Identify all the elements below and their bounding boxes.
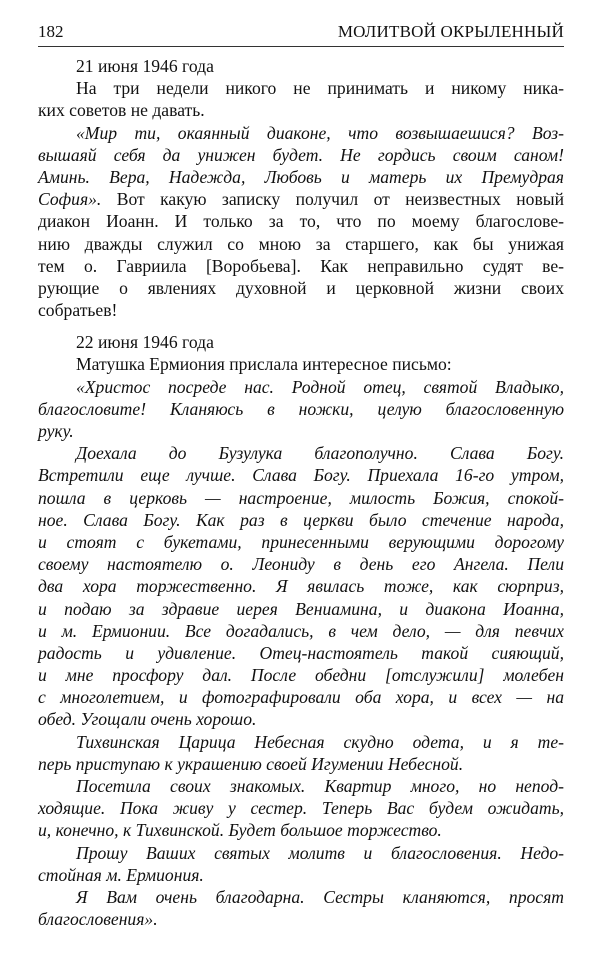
- quote-line: Прошу Ваших святых молитв и благословения. Недо-: [76, 842, 564, 863]
- quote-line: Посетила своих знакомых. Квартир много, но непод-: [76, 776, 564, 796]
- quote-end: София».: [38, 189, 102, 210]
- quote-line: «Мир ти, окаянный диаконе, что возвышаешися? Воз-: [76, 122, 564, 143]
- text-line: Матушка Ермиония прислала интересное письмо:: [76, 354, 452, 375]
- text-line: нию дважды служил со мною за старшего, как бы унижая: [38, 233, 564, 254]
- quote-line: два хора торжественно. Я явилась тоже, как сюрприз,: [38, 576, 564, 597]
- quote-line: и подаю за здравие иерея Вениамина, и диакона Иоанна,: [38, 598, 564, 619]
- entry-date: 21 июня 1946 года: [76, 56, 214, 76]
- quote-line: Аминь. Вера, Надежда, Любовь и матерь их Премудрая: [38, 166, 564, 187]
- text-line: собратьев!: [38, 300, 118, 321]
- quote-line: и м. Ермионии. Все догадались, в чем дело, — для певчих: [38, 620, 564, 641]
- page-body: [38, 55, 564, 930]
- quote-line: обед. Угощали очень хорошо.: [38, 709, 257, 730]
- text-line: рующие о явлениях духовной и церковной жизни своих: [38, 277, 564, 298]
- running-title: МОЛИТВОЙ ОКРЫЛЕННЫЙ: [337, 22, 564, 41]
- quote-line: ходящие. Пока живу у сестер. Теперь Вас будем ожидать,: [38, 798, 564, 819]
- quote-line: своему настоятелю о. Леониду в день его Ангела. Пели: [38, 554, 564, 575]
- page-number: 182: [38, 22, 64, 41]
- text-line: На три недели никого не принимать и никому ника-: [76, 78, 564, 99]
- quote-line: и, конечно, к Тихвинской. Будет большое торжество.: [38, 820, 442, 841]
- quote-line: Тихвинская Царица Небесная скудно одета, и я те-: [76, 731, 564, 752]
- quote-line: вышаяй себя да унижен будет. Не гордись своим саном!: [38, 144, 564, 165]
- quote-line: благословите! Кланяюсь в ножки, целую благословенную: [38, 398, 564, 419]
- quote-line: и стоят с букетами, принесенными верующими дорогому: [38, 531, 564, 552]
- quote-line: ное. Слава Богу. Как раз в церкви было стечение народа,: [38, 509, 564, 530]
- quote-line: стойная м. Ермиония.: [38, 864, 204, 885]
- quote-line: руку.: [38, 421, 74, 441]
- quote-line: Встретили еще лучше. Слава Богу. Приехала 16-го утром,: [38, 465, 564, 486]
- page-header: [38, 20, 564, 47]
- quote-line: радость и удивление. Отец-настоятель такой сияющий,: [38, 642, 564, 663]
- text-line: тем о. Гавриила [Воробьева]. Как неправильно судят ве-: [38, 255, 564, 276]
- entry-gap: [38, 321, 564, 331]
- quote-line: «Христос посреде нас. Родной отец, святой Владыко,: [76, 376, 564, 397]
- text-line: ких советов не давать.: [38, 100, 205, 121]
- quote-line: благословения».: [38, 909, 158, 930]
- text-line: [38, 188, 564, 210]
- text-line: диакон Иоанн. И только за то, что по моему благослове-: [38, 211, 564, 232]
- quote-line: перь приступаю к украшению своей Игумении Небесной.: [38, 753, 464, 774]
- entry-date: 22 июня 1946 года: [76, 332, 214, 353]
- quote-line: Я Вам очень благодарна. Сестры кланяются, просят: [76, 886, 564, 907]
- quote-line: и мне просфору дал. После обедни [отслужили] молебен: [38, 665, 564, 686]
- quote-line: Доехала до Бузулука благополучно. Слава Богу.: [76, 443, 564, 464]
- quote-line: пошла в церковь — настроение, милость Божия, спокой-: [38, 487, 564, 508]
- quote-line: с многолетием, и фотографировали оба хора, и всех — на: [38, 687, 564, 708]
- text-fragment: Вот какую записку получил от неизвестных новый: [101, 189, 564, 210]
